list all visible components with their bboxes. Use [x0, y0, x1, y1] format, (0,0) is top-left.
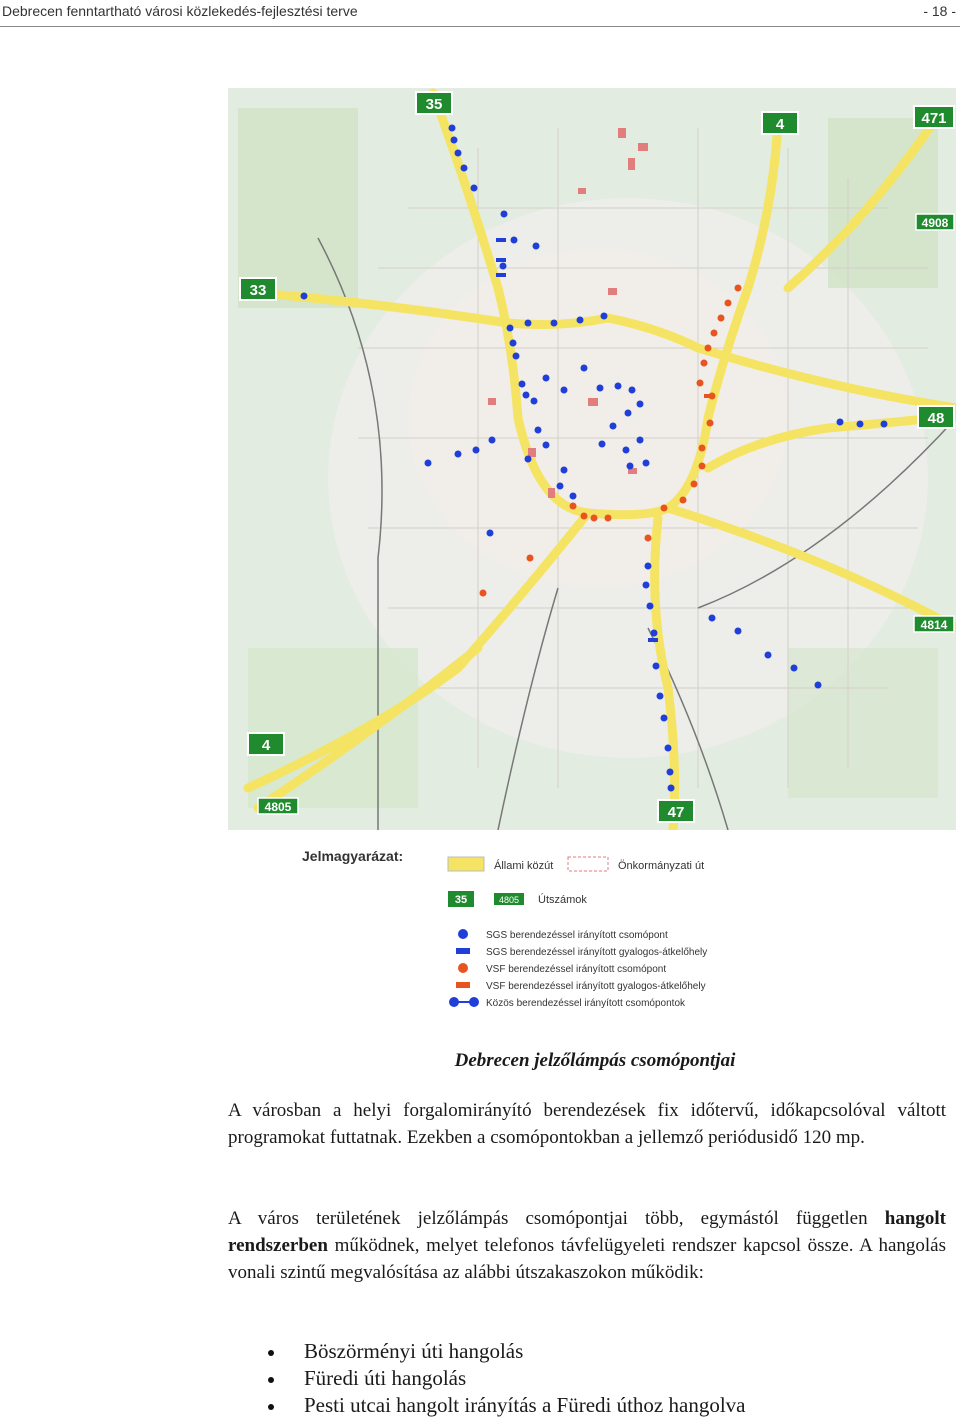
- paragraph-2-before: A város területének jelzőlámpás csomópontjai több, egymástól független: [228, 1208, 885, 1229]
- legend-item-label: Közös berendezéssel irányított csomópontok: [486, 998, 685, 1009]
- route-shield-33: [240, 278, 276, 300]
- legend-item-label: SGS berendezéssel irányított gyalogos-átkelőhely: [486, 947, 708, 958]
- legend-municipal-road-swatch: [568, 857, 608, 871]
- legend-item: [456, 981, 706, 992]
- list-item: Böszörményi úti hangolás: [228, 1338, 928, 1365]
- svg-text:Útszámok: Útszámok: [538, 894, 587, 906]
- route-shield-4908: [916, 214, 954, 230]
- svg-text:Önkormányzati út: Önkormányzati út: [618, 860, 705, 872]
- paragraph-2: [228, 1205, 946, 1286]
- svg-text:4908: 4908: [921, 216, 949, 230]
- page-number: - 18 -: [923, 3, 956, 19]
- route-shield-4-south: [248, 733, 284, 755]
- caption-text: Debrecen jelzőlámpás csomópontjai: [454, 1050, 736, 1071]
- tuning-list: [228, 1338, 928, 1419]
- route-shield-4-north: [762, 112, 798, 134]
- list-item: Pesti utcai hangolt irányítás a Füredi úthoz hangolva: [228, 1392, 928, 1419]
- legend-item-label: VSF berendezéssel irányított csomópont: [486, 964, 667, 975]
- svg-text:48: 48: [927, 410, 945, 427]
- legend-item-label: SGS berendezéssel irányított csomópont: [486, 930, 668, 941]
- legend-title: Jelmagyarázat:: [302, 848, 404, 864]
- svg-text:4805: 4805: [498, 895, 520, 905]
- route-shield-35: [416, 92, 452, 114]
- traffic-signal-map: [228, 88, 956, 1018]
- paragraph-1: A városban a helyi forgalomirányító berendezések fix időtervű, időkapcsolóval váltott programokat futtatnak. Ezekben a csomópontokban a jellemző periódusidő 120 mp.: [228, 1100, 946, 1148]
- figure-caption: [0, 1050, 960, 1072]
- svg-text:35: 35: [454, 894, 468, 906]
- header-divider: [0, 26, 960, 27]
- svg-text:4814: 4814: [920, 618, 948, 632]
- svg-text:Állami közút: Állami közút: [494, 860, 554, 872]
- svg-text:4: 4: [775, 116, 785, 133]
- route-shield-4814: [914, 616, 954, 632]
- legend-dot-icon: [458, 963, 468, 973]
- legend-item: [458, 929, 668, 941]
- svg-text:47: 47: [667, 804, 685, 821]
- legend-item-label: VSF berendezéssel irányított gyalogos-átkelőhely: [486, 981, 706, 992]
- legend-state-road-swatch: [448, 857, 484, 871]
- paragraph-2-after: működnek, melyet telefonos távfelügyeleti rendszer kapcsol össze. A hangolás vonali szintű megvalósítása az alábbi útszakaszokon működik:: [228, 1235, 946, 1283]
- legend-bar-icon: [456, 948, 470, 954]
- svg-text:33: 33: [249, 282, 267, 299]
- svg-text:471: 471: [921, 110, 947, 127]
- legend-double-dot-icon: [469, 997, 479, 1007]
- route-shield-47: [658, 800, 694, 822]
- route-shield-48: [918, 406, 954, 428]
- svg-text:4: 4: [261, 737, 271, 754]
- paragraph-2-bold: hangolt rendszerben: [228, 1208, 946, 1256]
- list-item: Füredi úti hangolás: [228, 1365, 928, 1392]
- legend-double-dot-icon: [449, 997, 459, 1007]
- document-title: Debrecen fenntartható városi közlekedés-fejlesztési terve: [2, 3, 358, 19]
- legend-item: [458, 963, 666, 975]
- legend-dot-icon: [458, 929, 468, 939]
- svg-text:35: 35: [425, 96, 443, 113]
- legend-bar-icon: [456, 982, 470, 988]
- route-shield-471: [914, 106, 954, 128]
- page-header: [0, 0, 960, 30]
- svg-text:4805: 4805: [264, 800, 292, 814]
- legend-item: [456, 947, 707, 958]
- route-shield-4805: [258, 798, 298, 814]
